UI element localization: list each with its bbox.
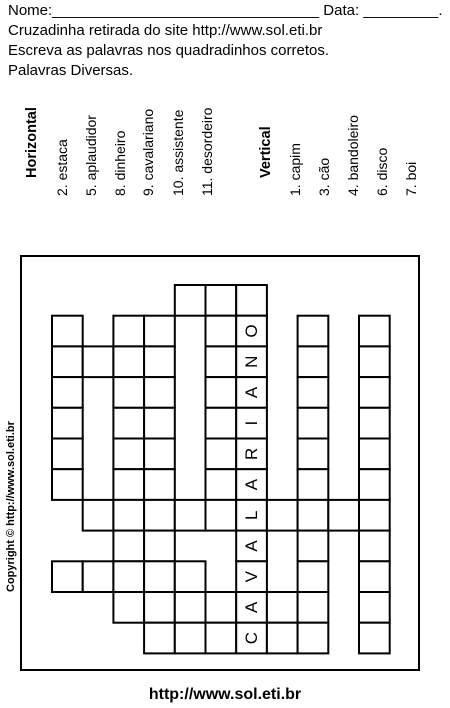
grid-cell[interactable] <box>144 377 175 408</box>
vertical-clue: 6. disco <box>374 147 390 196</box>
grid-cell[interactable] <box>298 469 329 500</box>
vertical-clue: 4. bandoleiro <box>345 115 361 196</box>
grid-letter: R <box>242 447 262 460</box>
grid-cell[interactable] <box>175 561 206 592</box>
grid-cell[interactable] <box>175 623 206 654</box>
grid-cell[interactable] <box>206 439 237 470</box>
grid-cell[interactable] <box>52 439 83 470</box>
grid-cell[interactable] <box>359 377 390 408</box>
horizontal-clue: 2. estaca <box>54 139 70 196</box>
grid-cell[interactable] <box>298 316 329 347</box>
vertical-clue: 3. cão <box>316 157 332 196</box>
vertical-clue: 1. capim <box>287 143 303 196</box>
grid-cell[interactable] <box>359 592 390 623</box>
grid-cell[interactable] <box>175 592 206 623</box>
grid-cell[interactable] <box>144 561 175 592</box>
grid-cell[interactable] <box>52 561 83 592</box>
grid-cell[interactable] <box>113 377 144 408</box>
grid-cell[interactable] <box>52 316 83 347</box>
grid-cell[interactable] <box>206 377 237 408</box>
grid-cell[interactable] <box>298 623 329 654</box>
grid-letter: V <box>242 570 262 583</box>
grid-cell[interactable] <box>113 316 144 347</box>
grid-cell[interactable] <box>359 531 390 562</box>
grid-cell[interactable] <box>206 623 237 654</box>
grid-cell[interactable] <box>298 561 329 592</box>
grid-cell[interactable] <box>206 500 237 531</box>
grid-letter: L <box>242 510 262 520</box>
grid-cell[interactable] <box>83 561 114 592</box>
grid-cell[interactable] <box>83 500 114 531</box>
grid-cell[interactable] <box>359 439 390 470</box>
grid-cell[interactable] <box>144 469 175 500</box>
horizontal-clue: 8. dinheiro <box>112 130 128 196</box>
grid-letter: N <box>242 355 262 368</box>
grid-cell[interactable] <box>328 500 359 531</box>
horizontal-clue: 5. aplaudidor <box>83 115 99 196</box>
grid-cell[interactable] <box>83 346 114 377</box>
grid-cell[interactable] <box>206 316 237 347</box>
grid-cell[interactable] <box>298 500 329 531</box>
copyright-notice: Copyright © http://www.sol.eti.br <box>5 421 17 592</box>
grid-cell[interactable] <box>359 408 390 439</box>
horizontal-clue: 9. cavalariano <box>140 108 156 196</box>
grid-cell[interactable] <box>267 500 298 531</box>
grid-cell[interactable] <box>298 346 329 377</box>
grid-cell[interactable] <box>206 469 237 500</box>
grid-cell[interactable] <box>298 531 329 562</box>
grid-letter: C <box>242 631 262 645</box>
instructions-site: Cruzadinha retirada do site http://www.sol.eti.br <box>8 22 323 39</box>
footer-url: http://www.sol.eti.br <box>148 686 302 703</box>
grid-cell[interactable] <box>52 346 83 377</box>
grid-cell[interactable] <box>144 316 175 347</box>
name-date-line: Nome:________________________________ Data: _________. <box>8 2 443 19</box>
grid-cell[interactable] <box>113 531 144 562</box>
grid-cell[interactable] <box>144 439 175 470</box>
grid-cell[interactable] <box>144 592 175 623</box>
instructions-write: Escreva as palavras nos quadradinhos corretos. <box>8 42 330 59</box>
grid-letter: O <box>242 324 262 338</box>
grid-cell[interactable] <box>267 623 298 654</box>
grid-cell[interactable] <box>144 500 175 531</box>
grid-cell[interactable] <box>298 592 329 623</box>
grid-cell[interactable] <box>144 346 175 377</box>
horizontal-clue: 11. desordeiro <box>199 107 215 196</box>
grid-cell[interactable] <box>113 500 144 531</box>
grid-letter: A <box>242 601 262 614</box>
grid-cell[interactable] <box>206 408 237 439</box>
grid-cell[interactable] <box>113 408 144 439</box>
horizontal-clue: 10. assistente <box>170 109 186 196</box>
grid-cell[interactable] <box>52 469 83 500</box>
grid-cell[interactable] <box>113 592 144 623</box>
grid-letter: A <box>242 478 262 491</box>
grid-cell[interactable] <box>52 377 83 408</box>
grid-cell[interactable] <box>52 408 83 439</box>
grid-cell[interactable] <box>359 316 390 347</box>
horizontal-clues-heading: Horizontal <box>24 107 40 178</box>
grid-cell[interactable] <box>359 623 390 654</box>
grid-cell[interactable] <box>236 285 267 316</box>
grid-cell[interactable] <box>144 623 175 654</box>
grid-cell[interactable] <box>113 346 144 377</box>
puzzle-theme: Palavras Diversas. <box>8 62 134 79</box>
grid-cell[interactable] <box>359 561 390 592</box>
grid-cell[interactable] <box>144 408 175 439</box>
grid-cell[interactable] <box>298 377 329 408</box>
grid-letter: A <box>242 386 262 399</box>
grid-cell[interactable] <box>113 469 144 500</box>
grid-cell[interactable] <box>144 531 175 562</box>
grid-cell[interactable] <box>359 500 390 531</box>
grid-cell[interactable] <box>206 285 237 316</box>
grid-cell[interactable] <box>359 346 390 377</box>
vertical-clues-heading: Vertical <box>258 126 274 178</box>
grid-cell[interactable] <box>298 408 329 439</box>
grid-cell[interactable] <box>113 561 144 592</box>
grid-cell[interactable] <box>206 346 237 377</box>
grid-letter: I <box>242 420 262 426</box>
grid-cell[interactable] <box>206 592 237 623</box>
grid-cell[interactable] <box>175 500 206 531</box>
grid-cell[interactable] <box>298 439 329 470</box>
grid-letter: A <box>242 540 262 552</box>
grid-cell[interactable] <box>175 285 206 316</box>
grid-cell[interactable] <box>267 592 298 623</box>
vertical-clue: 7. boi <box>403 161 419 196</box>
grid-cell[interactable] <box>113 439 144 470</box>
grid-cell[interactable] <box>359 469 390 500</box>
